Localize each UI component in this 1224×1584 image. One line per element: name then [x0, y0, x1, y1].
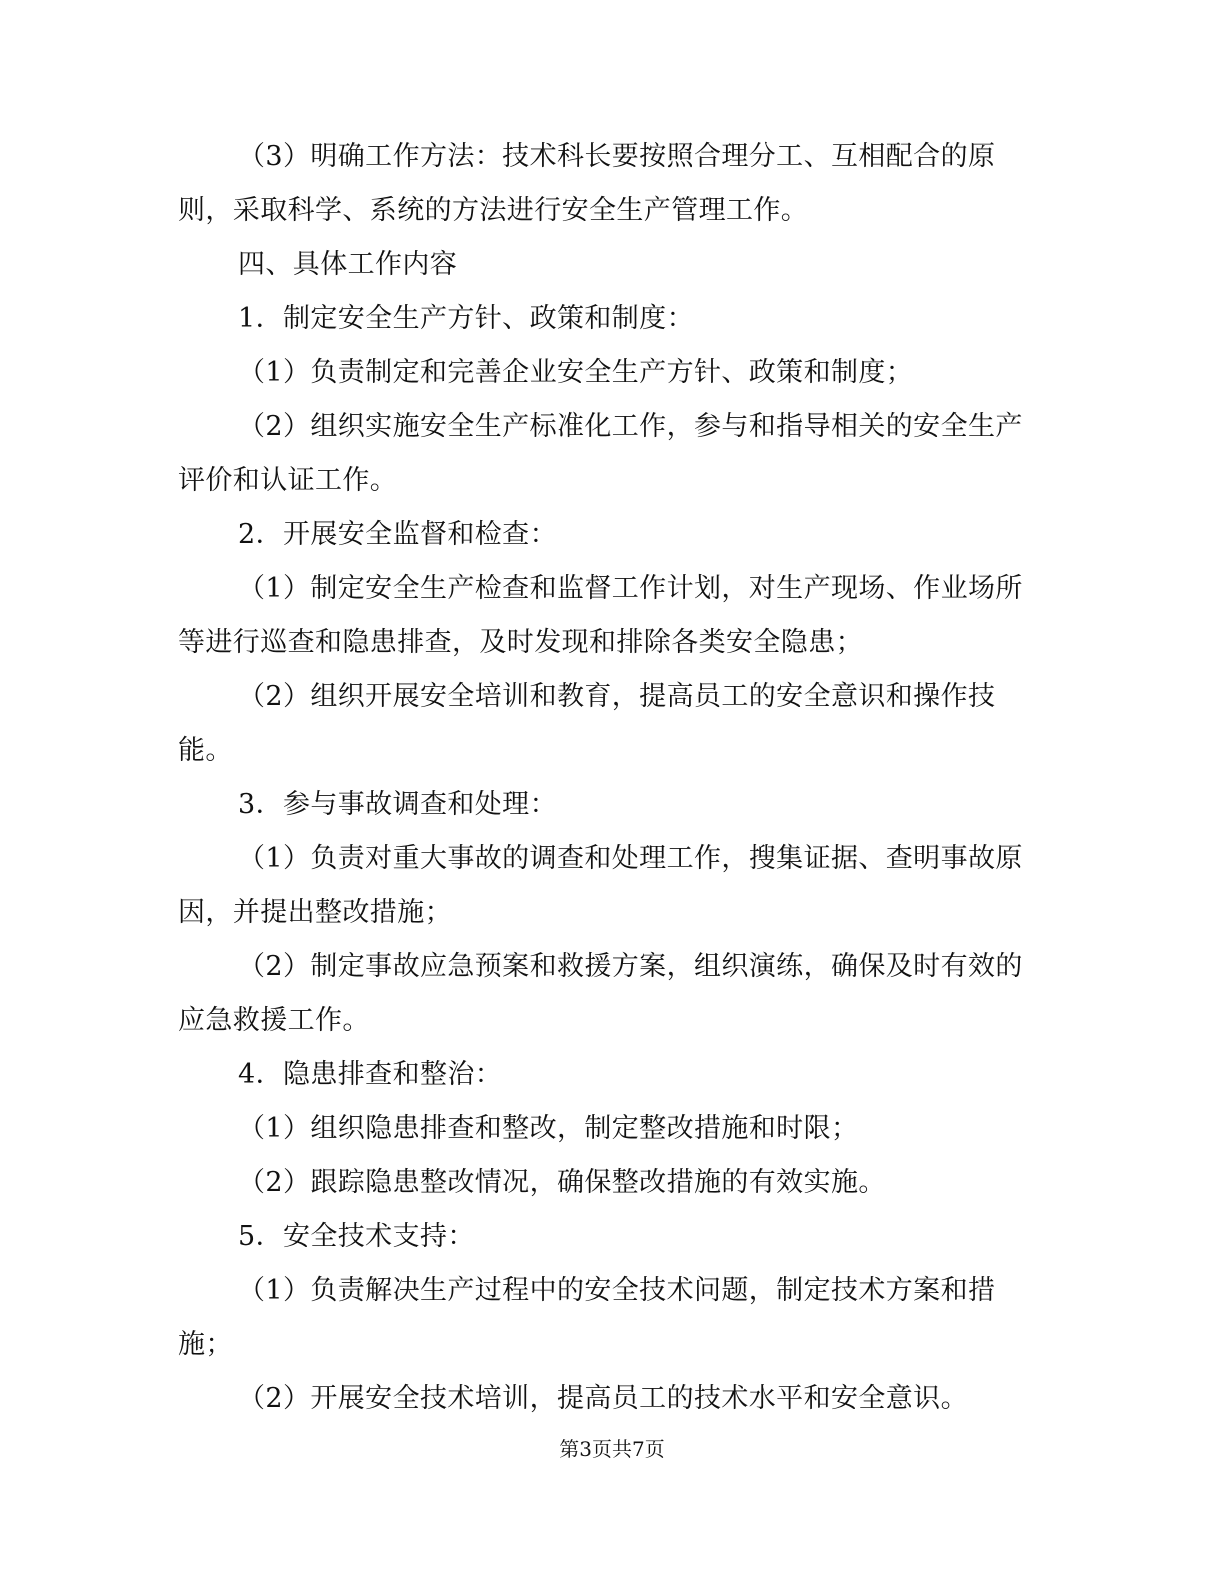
text-line-7: 评价和认证工作。: [178, 465, 398, 496]
text-line-2: 则，采取科学、系统的方法进行安全生产管理工作。: [178, 195, 809, 226]
item-heading-4: 4．隐患排查和整治：: [238, 1059, 503, 1090]
text-line-17: 应急救援工作。: [178, 1005, 370, 1036]
text-line-12: 能。: [178, 735, 233, 766]
text-line-20: （2）跟踪隐患整改情况，确保整改措施的有效实施。: [238, 1167, 886, 1198]
text-line-24: （2）开展安全技术培训，提高员工的技术水平和安全意识。: [238, 1383, 968, 1414]
text-line-14: （1）负责对重大事故的调查和处理工作，搜集证据、查明事故原: [238, 843, 1023, 874]
text-line-10: 等进行巡查和隐患排查，及时发现和排除各类安全隐患；: [178, 627, 863, 658]
text-line-23: 施；: [178, 1329, 233, 1360]
text-line-1: （3）明确工作方法：技术科长要按照合理分工、互相配合的原: [238, 141, 996, 172]
text-line-15: 因，并提出整改措施；: [178, 897, 452, 928]
text-line-5: （1）负责制定和完善企业安全生产方针、政策和制度；: [238, 357, 914, 388]
item-heading-2: 2．开展安全监督和检查：: [238, 519, 557, 550]
text-line-11: （2）组织开展安全培训和教育，提高员工的安全意识和操作技: [238, 681, 996, 712]
text-line-16: （2）制定事故应急预案和救援方案，组织演练，确保及时有效的: [238, 951, 1023, 982]
text-line-6: （2）组织实施安全生产标准化工作，参与和指导相关的安全生产: [238, 411, 1023, 442]
item-heading-3: 3．参与事故调查和处理：: [238, 789, 557, 820]
item-heading-5: 5．安全技术支持：: [238, 1221, 475, 1252]
text-line-22: （1）负责解决生产过程中的安全技术问题，制定技术方案和措: [238, 1275, 996, 1306]
text-line-19: （1）组织隐患排查和整改，制定整改措施和时限；: [238, 1113, 859, 1144]
page-number-footer: 第3页共7页: [559, 1437, 665, 1461]
section-heading-4: 四、具体工作内容: [238, 249, 458, 280]
text-line-9: （1）制定安全生产检查和监督工作计划，对生产现场、作业场所: [238, 573, 1023, 604]
item-heading-1: 1．制定安全生产方针、政策和制度：: [238, 303, 694, 334]
